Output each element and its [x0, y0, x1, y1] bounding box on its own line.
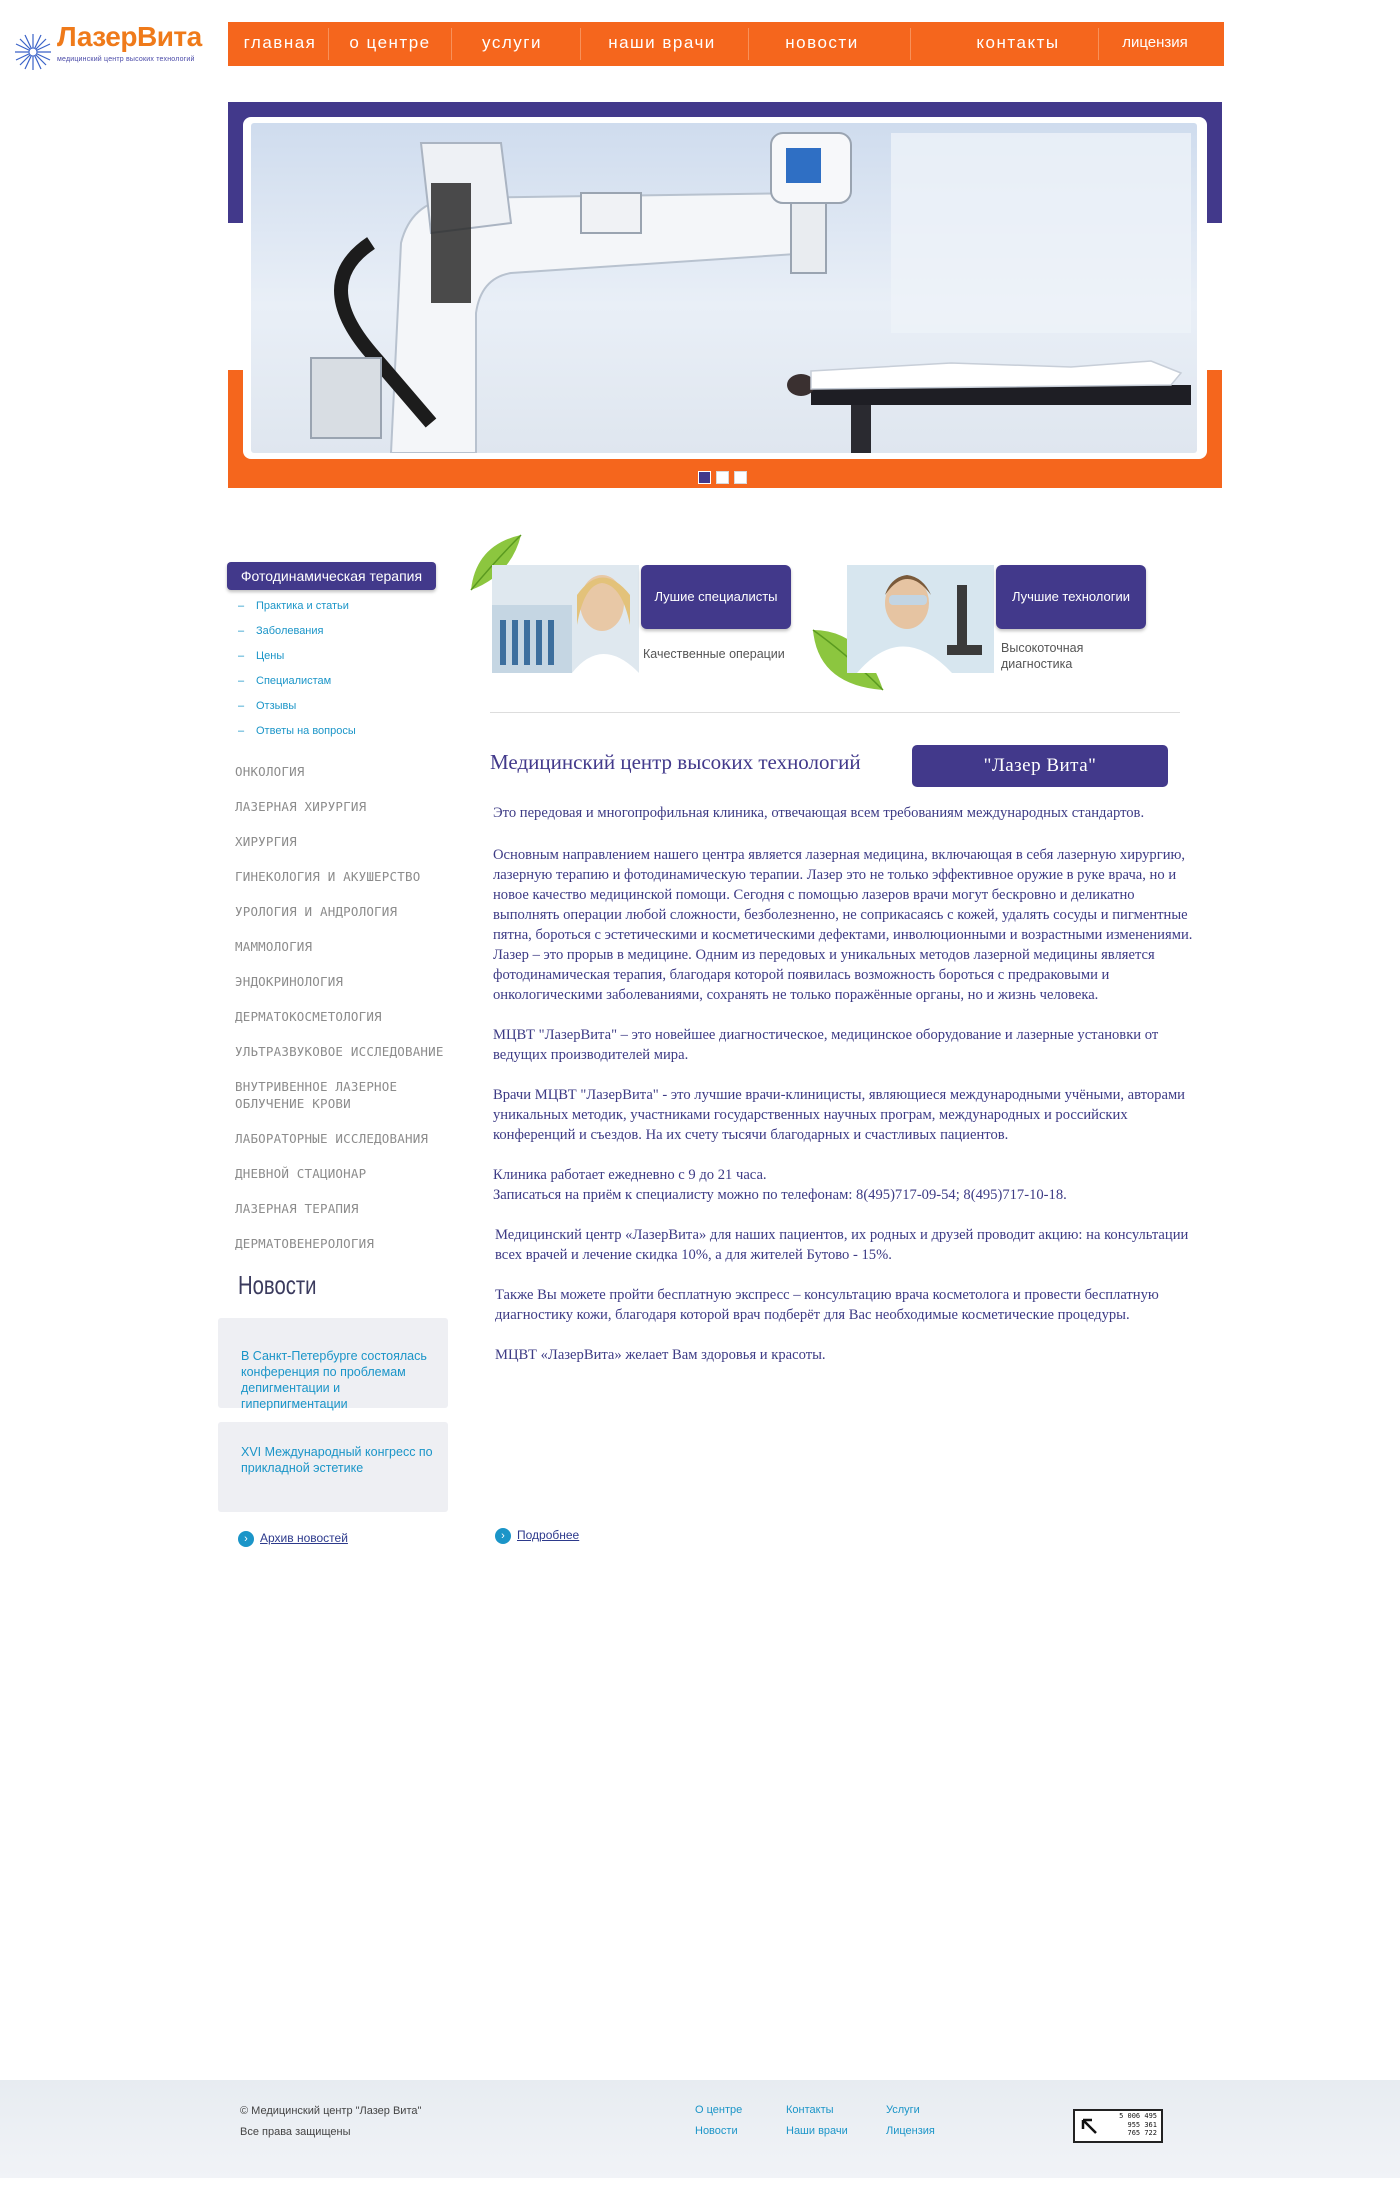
- hero-banner: [228, 102, 1222, 488]
- main-article: [493, 803, 1203, 1385]
- feature-photo-specialist: [492, 565, 639, 673]
- sidebar-category[interactable]: ВНУТРИВЕННОЕ ЛАЗЕРНОЕ ОБЛУЧЕНИЕ КРОВИ: [235, 1079, 398, 1111]
- footer-links-col1: [695, 2100, 742, 2142]
- sidebar-category[interactable]: ДЕРМАТОКОСМЕТОЛОГИЯ: [235, 1009, 382, 1024]
- nav-license[interactable]: лицензия: [1122, 34, 1188, 51]
- slider-dots: [698, 471, 752, 489]
- sidebar-sub-list: [238, 600, 356, 750]
- nav-news[interactable]: новости: [785, 33, 859, 52]
- sidebar-sub-item[interactable]: – Отзывы: [238, 700, 297, 712]
- site-logo[interactable]: [7, 18, 207, 70]
- sidebar-category[interactable]: УЛЬТРАЗВУКОВОЕ ИССЛЕДОВАНИЕ: [235, 1044, 444, 1059]
- nav-separator: [748, 28, 749, 60]
- article-paragraph: Это передовая и многопрофильная клиника, отвечающая всем требованиям международных стандартов.: [493, 805, 1145, 821]
- article-paragraph: Врачи МЦВТ "ЛазерВита" - это лучшие врачи-клиницисты, являющиеся международными учёными, авторами уникальных методик, участниками государственных научных програм, международных и российских конференций и съездов. На их счету тысячи благодарных и счастливых пациентов.: [493, 1087, 1185, 1143]
- news-card: [218, 1422, 448, 1512]
- sidebar-category[interactable]: ЭНДОКРИНОЛОГИЯ: [235, 974, 344, 989]
- nav-services[interactable]: услуги: [482, 33, 542, 52]
- article-paragraph: МЦВТ «ЛазерВита» желает Вам здоровья и красоты.: [495, 1347, 826, 1363]
- article-paragraph: Клиника работает ежедневно с 9 до 21 часа. Записаться на приём к специалисту можно по телефонам: 8(495)717-09-54; 8(495)717-10-18.: [493, 1167, 1067, 1203]
- footer-link-contacts[interactable]: Контакты: [786, 2104, 834, 2116]
- counter-values: 5 006 495 955 361 765 722: [1119, 2112, 1157, 2137]
- news-card: [218, 1318, 448, 1411]
- footer-copyright: © Медицинский центр "Лазер Вита" Все права защищены: [240, 2105, 422, 2138]
- sidebar-category[interactable]: ГИНЕКОЛОГИЯ И АКУШЕРСТВО: [235, 869, 421, 884]
- main-nav: [228, 22, 1224, 66]
- sidebar-category[interactable]: УРОЛОГИЯ И АНДРОЛОГИЯ: [235, 904, 398, 919]
- feature-caption: Качественные операции: [643, 647, 785, 661]
- footer-links-col3: [886, 2100, 935, 2142]
- laser-star-icon: [13, 32, 53, 72]
- sidebar-category[interactable]: ЛАЗЕРНАЯ ТЕРАПИЯ: [235, 1201, 359, 1216]
- nav-contacts[interactable]: контакты: [976, 33, 1060, 52]
- sidebar-category[interactable]: ЛАЗЕРНАЯ ХИРУРГИЯ: [235, 799, 367, 814]
- best-specialists-button[interactable]: Лушие специалисты: [641, 565, 791, 629]
- arrow-right-icon: ›: [238, 1531, 254, 1547]
- nav-separator: [328, 28, 329, 60]
- sidebar-sub-item[interactable]: – Заболевания: [238, 625, 324, 637]
- sidebar-categories: [235, 763, 455, 1270]
- sidebar-category[interactable]: ОНКОЛОГИЯ: [235, 764, 305, 779]
- sidebar-category[interactable]: ХИРУРГИЯ: [235, 834, 297, 849]
- news-archive-link[interactable]: › Архив новостей: [238, 1531, 348, 1547]
- footer-link-news[interactable]: Новости: [695, 2125, 738, 2137]
- news-heading: Новости: [238, 1270, 317, 1300]
- banner-image-laser-machine: [251, 123, 1197, 453]
- nav-about[interactable]: о центре: [349, 33, 431, 52]
- sidebar-category[interactable]: МАММОЛОГИЯ: [235, 939, 313, 954]
- arrow-up-left-icon: [1078, 2115, 1100, 2137]
- sidebar-category[interactable]: ДНЕВНОЙ СТАЦИОНАР: [235, 1166, 367, 1181]
- footer-link-services[interactable]: Услуги: [886, 2104, 920, 2116]
- article-paragraph: МЦВТ "ЛазерВита" – это новейшее диагностическое, медицинское оборудование и лазерные установки от ведущих производителей мира.: [493, 1027, 1159, 1063]
- footer-link-license[interactable]: Лицензия: [886, 2125, 935, 2137]
- nav-home[interactable]: главная: [243, 33, 317, 52]
- sidebar-category[interactable]: ЛАБОРАТОРНЫЕ ИССЛЕДОВАНИЯ: [235, 1131, 429, 1146]
- feature-caption: Высокоточная диагностика: [1001, 641, 1084, 671]
- sidebar-sub-item[interactable]: – Цены: [238, 650, 285, 662]
- banner-frame: [243, 117, 1207, 459]
- sidebar-sub-item[interactable]: – Специалистам: [238, 675, 332, 687]
- footer-link-doctors[interactable]: Наши врачи: [786, 2125, 848, 2137]
- page-title: Медицинский центр высоких технологий: [490, 750, 861, 774]
- sidebar-active-heading[interactable]: Фотодинамическая терапия: [227, 562, 436, 590]
- nav-doctors[interactable]: наши врачи: [608, 33, 716, 52]
- nav-separator: [1098, 28, 1099, 60]
- article-paragraph: Основным направлением нашего центра является лазерная медицина, включающая в себя лазерную хирургию, лазерную терапию и фотодинамическую терапии. Лазер это не только эффективное оружие в руке врача, но и новое качество медицинской помощи. Сегодня с помощью лазеров врачи могут бескровно и деликатно выполнять операции любой сложности, безболезненно, не соприкасаясь с кожей, удалять сосуды и пигментные пятна, бороться с эстетическими и косметическими дефектами, инволюционными и возрастными изменениями. Лазер – это прорыв в медицине. Одним из передовых и уникальных методов лазерной медицины является фотодинамическая терапия, благодаря которой появилась возможность бороться с предраковыми и онкологическими заболеваниями, сохранять не только поражённые органы, но и жизнь человека.: [493, 847, 1193, 1003]
- slider-dot-3[interactable]: [734, 471, 747, 484]
- read-more-link[interactable]: › Подробнее: [495, 1528, 579, 1544]
- news-link[interactable]: XVI Международный конгресс по прикладной эстетике: [241, 1445, 433, 1475]
- logo-tagline: медицинский центр высоких технологий: [57, 56, 195, 63]
- footer: [0, 2080, 1400, 2178]
- sidebar-sub-item[interactable]: – Практика и статьи: [238, 600, 349, 612]
- nav-separator: [910, 28, 911, 60]
- divider: [490, 712, 1180, 713]
- slider-dot-1[interactable]: [698, 471, 711, 484]
- visit-counter[interactable]: [1073, 2109, 1163, 2143]
- best-technologies-button[interactable]: Лучшие технологии: [996, 565, 1146, 629]
- article-paragraph: Также Вы можете пройти бесплатную экспресс – консультацию врача косметолога и провести бесплатную диагностику кожи, благодаря которой врач подберёт для Вас необходимые косметические процедуры.: [495, 1287, 1159, 1323]
- article-paragraph: Медицинский центр «ЛазерВита» для наших пациентов, их родных и друзей проводит акцию: на консультации всех врачей и лечение скидка 10%, а для жителей Бутово - 15%.: [495, 1227, 1189, 1263]
- arrow-right-icon: ›: [495, 1528, 511, 1544]
- footer-links-col2: [786, 2100, 848, 2142]
- sidebar-sub-item[interactable]: – Ответы на вопросы: [238, 725, 356, 737]
- news-link[interactable]: В Санкт-Петербурге состоялась конференция по проблемам депигментации и гиперпигментации: [241, 1349, 427, 1411]
- slider-dot-2[interactable]: [716, 471, 729, 484]
- logo-name: ЛазерВита: [57, 21, 202, 52]
- nav-separator: [580, 28, 581, 60]
- feature-photo-lab: [847, 565, 994, 673]
- sidebar-category[interactable]: ДЕРМАТОВЕНЕРОЛОГИЯ: [235, 1236, 375, 1251]
- title-badge: "Лазер Вита": [912, 745, 1168, 787]
- footer-link-about[interactable]: О центре: [695, 2104, 743, 2116]
